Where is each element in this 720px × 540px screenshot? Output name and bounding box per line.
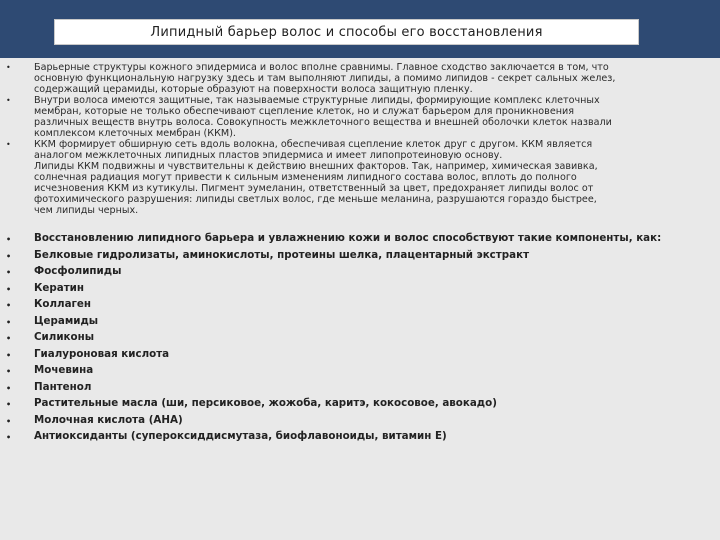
description-line: комплексом клеточных мембран (ККМ). — [34, 128, 236, 139]
bullet-icon: • — [6, 317, 12, 327]
bullet-icon: • — [6, 334, 12, 343]
bullet-icon: • — [6, 367, 12, 376]
description-line: фотохимического разрушения: липиды светлых волос, где меньше меланина, разрушаются гораздо быстрее, — [34, 194, 597, 205]
description-line: содержащий церамиды, которые образуют на поверхности волоса защитную пленку. — [34, 84, 473, 95]
components-intro — [0, 230, 720, 247]
description-line: основную функциональную нагрузку здесь и там выполняют липиды, а помимо липидов - секрет сальных желез, — [34, 73, 616, 84]
slide-content — [0, 62, 720, 532]
component-label: Восстановлению липидного барьера и увлажнению кожи и волос способствуют такие компоненты, как: — [34, 232, 662, 244]
components-list — [0, 230, 720, 445]
bullet-icon: • — [6, 140, 11, 149]
bullet-icon: • — [6, 301, 12, 310]
component-label: Силиконы — [34, 331, 95, 343]
description-line: мембран, которые не только обеспечивают сцепление клеток, но и служат барьером для проникновения — [34, 106, 575, 117]
description-line: солнечная радиация могут привести к сильным изменениям липидного состава волос, вплоть до полного — [34, 172, 577, 183]
description-list — [0, 62, 720, 216]
component-item — [0, 428, 720, 445]
description-line: различных веществ внутрь волоса. Совокупность межклеточного вещества и внешней оболочки клеток назвали — [34, 117, 612, 128]
bullet-icon: • — [6, 416, 12, 426]
component-item — [0, 247, 720, 264]
description-item — [0, 95, 720, 139]
description-line: Внутри волоса имеются защитные, так называемые структурные липиды, формирующие комплекс клеточных — [34, 95, 600, 106]
component-label: Гиалуроновая кислота — [34, 347, 170, 360]
component-label: Пантенол — [34, 380, 92, 393]
component-item — [0, 263, 720, 280]
bullet-icon: • — [6, 350, 12, 360]
bullet-icon: • — [6, 235, 12, 244]
bullet-icon: • — [6, 383, 12, 393]
component-label: Растительные масла (ши, персиковое, жожоба, каритэ, кокосовое, авокадо) — [34, 397, 497, 409]
component-item — [0, 379, 720, 396]
bullet-icon: • — [6, 96, 11, 105]
bullet-icon: • — [6, 400, 12, 409]
component-item — [0, 362, 720, 379]
component-item — [0, 412, 720, 429]
component-item — [0, 313, 720, 330]
component-item — [0, 346, 720, 363]
bullet-icon: • — [6, 284, 12, 294]
description-line: исчезновения ККМ из кутикулы. Пигмент эумеланин, ответственный за цвет, предохраняет липиды волос от — [34, 183, 594, 194]
bullet-icon: • — [6, 268, 12, 277]
component-item — [0, 329, 720, 346]
component-label: Мочевина — [34, 364, 94, 376]
component-item — [0, 395, 720, 412]
component-label: Фосфолипиды — [34, 265, 122, 277]
component-label: Молочная кислота (АНА) — [34, 413, 183, 426]
bullet-icon: • — [6, 251, 12, 261]
component-item — [0, 280, 720, 297]
description-item — [0, 62, 720, 95]
bullet-icon: • — [6, 63, 11, 72]
bullet-icon: • — [6, 433, 12, 442]
description-line: чем липиды черных. — [34, 205, 139, 216]
component-label: Церамиды — [34, 314, 99, 327]
component-label: Белковые гидролизаты, аминокислоты, протеины шелка, плацентарный экстракт — [34, 248, 530, 261]
component-item — [0, 296, 720, 313]
component-label: Коллаген — [34, 298, 91, 310]
description-item — [0, 139, 720, 216]
description-line: аналогом межклеточных липидных пластов эпидермиса и имеет липопротеиновую основу. — [34, 150, 503, 161]
description-line: Липиды ККМ подвижны и чувствительны к действию внешних факторов. Так, например, химическая завивка, — [34, 161, 598, 172]
description-line: Барьерные структуры кожного эпидермиса и волос вполне сравнимы. Главное сходство заключается в том, что — [34, 62, 609, 73]
slide-title: Липидный барьер волос и способы его восстановления — [54, 19, 639, 45]
component-label: Антиоксиданты (супероксиддисмутаза, биофлавоноиды, витамин Е) — [34, 430, 447, 442]
component-label: Кератин — [34, 281, 85, 294]
description-line: ККМ формирует обширную сеть вдоль волокна, обеспечивая сцепление клеток друг с другом. ККМ является — [34, 139, 593, 150]
